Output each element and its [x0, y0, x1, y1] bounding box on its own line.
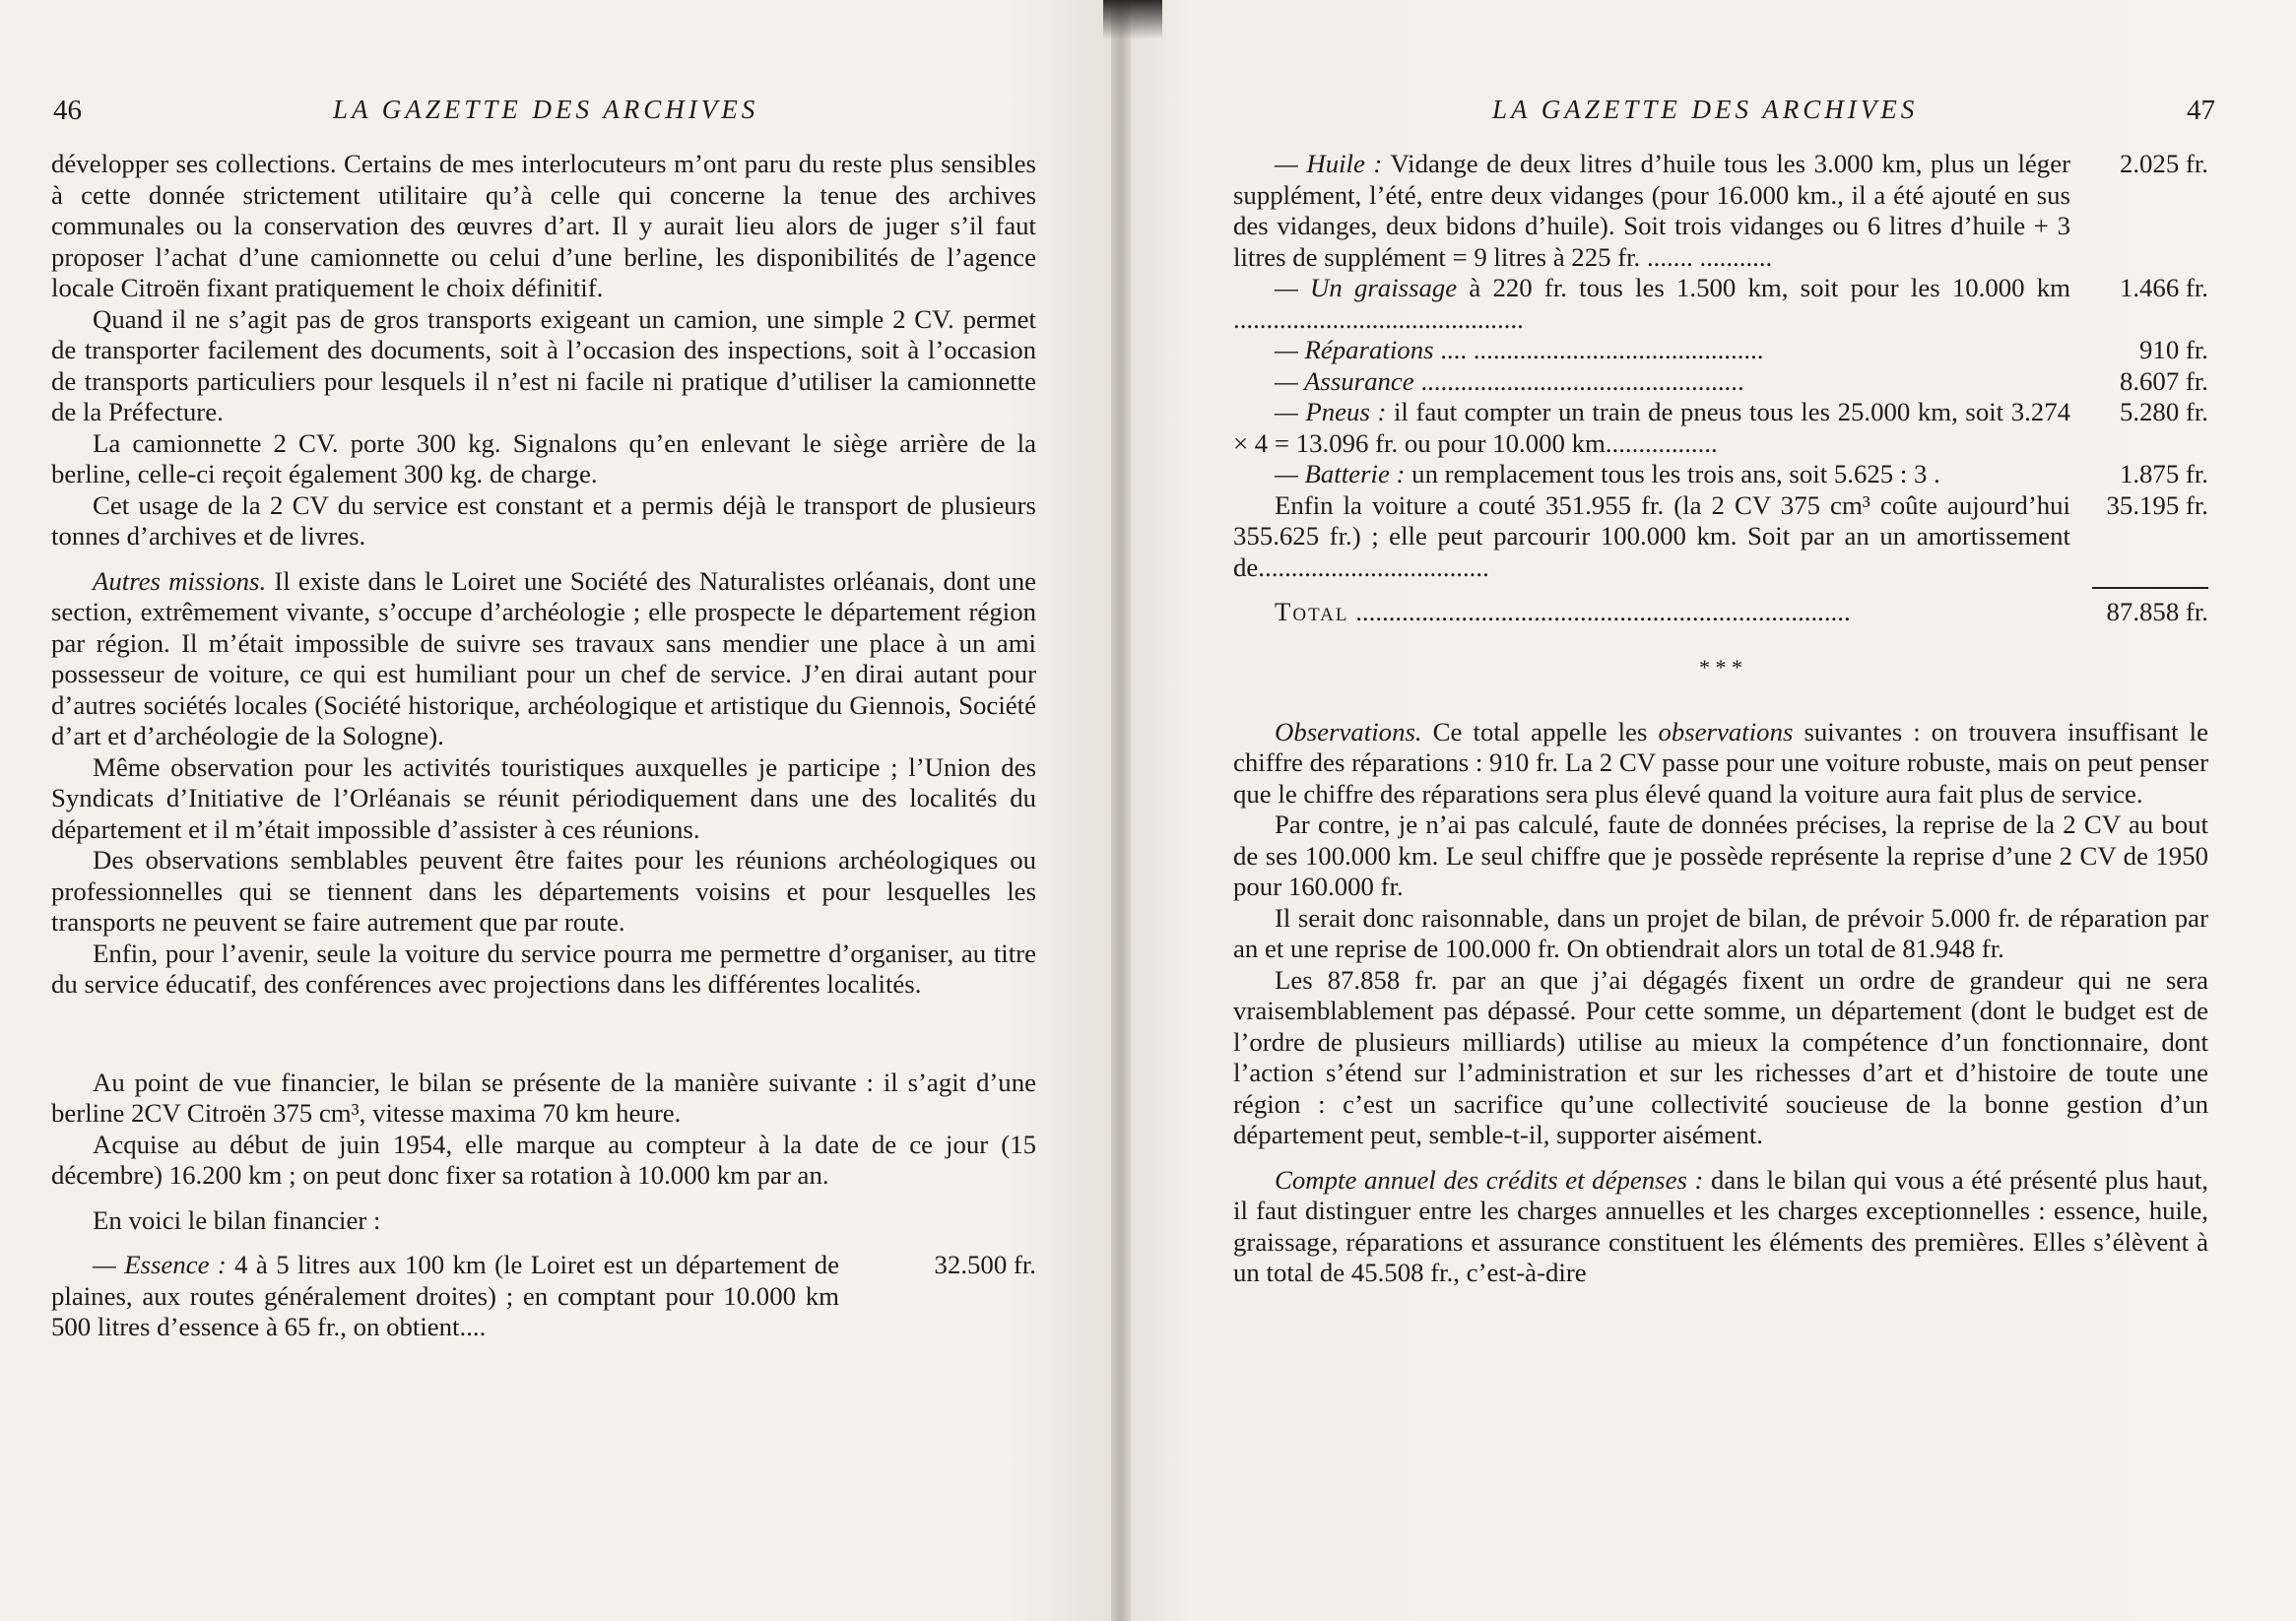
section-asterism: * * * [1699, 654, 1742, 680]
missions-heading: Autres missions. [93, 565, 267, 596]
item-amount: 5.280 fr. [2119, 397, 2208, 426]
item-label: — Huile : [1275, 149, 1383, 178]
expense-item [1233, 459, 2208, 490]
missions-text: Il existe dans le Loiret une Société des Naturalistes orléanais, dont une section, extrêmement vivante, s’occupe d’archéologie ; elle prospecte le département région par région. Il m’était impossible de suivre ses travaux sans mendier une place à un ami possesseur de voiture, ce qui est humiliant pour un chef de service. J’en dirai autant pour d’autres sociétés locales (Société historique, archéologique et artistique du Giennois, Société d’art et d’archéologie de la Sologne). [51, 565, 1036, 750]
observations-paragraph [1233, 717, 2208, 810]
compte-text: dans le bilan qui vous a été présenté plus haut, il faut distinguer entre les charges annuelles et les charges exceptionnelles : essence, huile, graissage, réparations et assurance constituent les éléments des premières. Elles s’élèvent à un total de 45.508 fr., c’est-à-dire [1233, 1164, 2208, 1287]
paragraph: Des observations semblables peuvent être faites pour les réunions archéologiques ou professionnelles qui se tiennent dans les départements voisins et pour lesquelles les transports ne peuvent se faire autrement que par route. [51, 845, 1036, 937]
item-amount: 910 fr. [2139, 335, 2208, 364]
item-amount: 8.607 fr. [2119, 365, 2208, 396]
item-amount: 1.466 fr. [2119, 273, 2208, 302]
item-label: — Assurance [1275, 365, 1414, 396]
page-number: 46 [53, 95, 82, 126]
paragraph: Au point de vue financier, le bilan se présente de la manière suivante : il s’agit d’une berline 2CV Citroën 375 cm³, vitesse maxima 70 km heure. [51, 1067, 1036, 1128]
item-label: — Pneus : [1275, 397, 1387, 426]
left-body-text [51, 149, 1036, 1343]
item-text: .... ............................................ [1440, 335, 1764, 364]
paragraph: Enfin, pour l’avenir, seule la voiture du service pourra me permettre d’organiser, au titre du service éducatif, des conférences avec projections dans les différentes localités. [51, 938, 1036, 999]
total-amount: 87.858 fr. [2106, 597, 2208, 626]
expense-item [1233, 149, 2208, 273]
compte-paragraph [1233, 1165, 2208, 1289]
paragraph: Par contre, je n’ai pas calculé, faute de données précises, la reprise de la 2 CV au bout de ses 100.000 km. Le seul chiffre que je possède représente la reprise d’une 2 CV de 1950 pour 160.000 fr. [1233, 810, 2208, 901]
item-text: Vidange de deux litres d’huile tous les 3.000 km, plus un léger supplément, l’été, entre deux vidanges (pour 16.000 km., il a été ajouté en sus des vidanges, deux bidons d’huile). Soit trois vidanges ou 6 litres d’huile + 3 litres de supplément = 9 litres à 225 fr. ....... ........... [1233, 149, 2071, 272]
spine-shadow [1103, 0, 1162, 39]
expense-item [1233, 335, 2208, 366]
observations-emphasis: observations [1658, 716, 1794, 746]
expense-item [1233, 397, 2208, 459]
paragraph: Même observation pour les activités touristiques auxquelles je participe ; l’Union des Syndicats d’Initiative de l’Orléanais se réunit périodiquement dans une des localités du département et il m’était impossible d’assister à ces réunions. [51, 751, 1036, 844]
total-label: Total [1275, 597, 1349, 626]
amortization-amount: 35.195 fr. [2106, 489, 2208, 520]
essence-entry [51, 1250, 1036, 1343]
essence-text: 4 à 5 litres aux 100 km (le Loiret est un département de plaines, aux routes généralement droites) ; en comptant pour 10.000 km 500 litres d’essence à 65 fr., on obtient.... [51, 1250, 839, 1341]
page-number: 47 [2187, 95, 2215, 126]
compte-heading: Compte annuel des crédits et dépenses : [1275, 1164, 1704, 1195]
item-text: à 220 fr. tous les 1.500 km, soit pour les 10.000 km ............................................ [1233, 273, 2070, 334]
item-amount: 2.025 fr. [2119, 149, 2208, 178]
item-text: un remplacement tous les trois ans, soit 5.625 : 3 . [1411, 459, 1940, 488]
paragraph: Cet usage de la 2 CV du service est constant et a permis déjà le transport de plusieurs tonnes d’archives et de livres. [51, 489, 1036, 551]
amortization-entry [1233, 490, 2208, 584]
observations-text: suivantes : on trouvera insuffisant le chiffre des réparations : 910 fr. La 2 CV passe pour une voiture robuste, mais on peut penser que le chiffre des réparations sera plus élevé quand la voiture aura fait plus de service. [1233, 716, 2208, 809]
essence-amount: 32.500 fr. [934, 1250, 1036, 1279]
paragraph: La camionnette 2 CV. porte 300 kg. Signalons qu’en enlevant le siège arrière de la berline, celle-ci reçoit également 300 kg. de charge. [51, 427, 1036, 488]
expense-item [1233, 273, 2208, 335]
expense-item [1233, 366, 2208, 398]
item-amount: 1.875 fr. [2119, 459, 2208, 488]
book-gutter [1111, 0, 1131, 1621]
paragraph: Les 87.858 fr. par an que j’ai dégagés fixent un ordre de grandeur qui ne sera vraisemblablement pas dépassé. Pour cette somme, un département (dont le budget est de l’ordre de plusieurs milliards) utilise au mieux la compétence d’un fonctionnaire, dont l’action s’étend sur l’administration et sur les richesses d’art et d’histoire de toute une région : c’est un sacrifice qu’une collectivité soucieuse de la bonne gestion d’un département peut, semble-t-il, supporter aisément. [1233, 964, 2208, 1149]
item-text: il faut compter un train de pneus tous les 25.000 km, soit 3.274 × 4 = 13.096 fr. ou pour 10.000 km................. [1233, 397, 2070, 458]
sum-rule [2092, 587, 2208, 589]
essence-label: — Essence : [93, 1250, 227, 1279]
paragraph: Quand il ne s’agit pas de gros transports exigeant un camion, une simple 2 CV. permet de transporter facilement des documents, soit à l’occasion des inspections, soit à l’occasion de transports particuliers pour lesquels il n’est ni facile ni pratique d’utiliser la camionnette de la Préfecture. [51, 303, 1036, 426]
running-head: LA GAZETTE DES ARCHIVES [1492, 95, 1919, 124]
right-body-text [1233, 149, 2208, 1289]
paragraph: développer ses collections. Certains de mes interlocuteurs m’ont paru du reste plus sensibles à cette donnée strictement utilitaire qu’à celle qui concerne la tenue des archives communales ou la conservation des œuvres d’art. Il y aurait lieu alors de juger s’il faut proposer l’achat d’une camionnette ou celui d’une berline, les disponibilités de l’agence locale Citroën fixant pratiquement le choix définitif. [51, 149, 1036, 302]
total-row [1233, 597, 2208, 628]
missions-paragraph [51, 566, 1036, 752]
paragraph: Acquise au début de juin 1954, elle marque au compteur à la date de ce jour (15 décembre) 16.200 km ; on peut donc fixer sa rotation à 10.000 km par an. [51, 1129, 1036, 1190]
paragraph: Il serait donc raisonnable, dans un projet de bilan, de prévoir 5.000 fr. de réparation par an et une reprise de 100.000 fr. On obtiendrait alors un total de 81.948 fr. [1233, 902, 2208, 963]
item-label: — Un graissage [1275, 273, 1458, 302]
observations-text: Ce total appelle les [1432, 716, 1648, 746]
paragraph: En voici le bilan financier : [93, 1204, 381, 1235]
running-head: LA GAZETTE DES ARCHIVES [333, 95, 759, 124]
item-label: — Batterie : [1275, 459, 1406, 488]
item-label: — Réparations [1275, 335, 1434, 364]
total-dots: ........................................................................... [1355, 597, 1851, 626]
amortization-text: Enfin la voiture a couté 351.955 fr. (la 2 CV 375 cm³ coûte aujourd’hui 355.625 fr.) ; elle peut parcourir 100.000 km. Soit par an un amortissement de................................... [1233, 489, 2070, 582]
left-page [0, 0, 1118, 1621]
observations-heading: Observations. [1275, 716, 1422, 746]
item-text: ................................................. [1420, 365, 1744, 396]
